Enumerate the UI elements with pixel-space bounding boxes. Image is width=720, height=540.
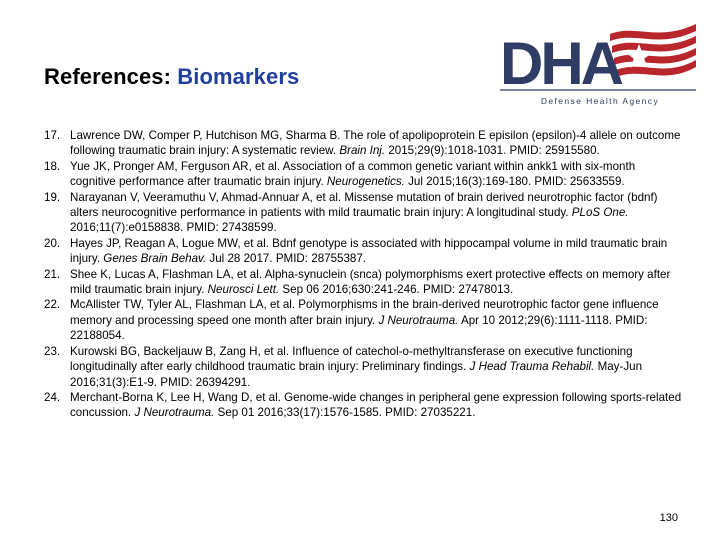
reference-number: 17. (44, 129, 61, 142)
reference-number: 22. (44, 298, 61, 312)
reference-text: Merchant-Borna K, Lee H, Wang D, et al. Genome-wide changes in peripheral gene expression following sports-related concussion. J Neurotrauma. Sep 01 2016;33(17):1576-1585. PMID: 27035221. (70, 390, 682, 420)
journal-title: Neurogenetics. (326, 175, 405, 189)
title-highlight: Biomarkers (177, 64, 300, 89)
journal-title: Neurosci Lett. (207, 283, 280, 297)
reference-text: Shee K, Lucas A, Flashman LA, et al. Alpha-synuclein (snca) polymorphisms exert protective effects on memory after mild traumatic brain injury. Neurosci Lett. Sep 06 2016;630:241-246. PMID: 27478013. (70, 267, 671, 297)
reference-item (44, 236, 684, 267)
journal-title: J Neurotrauma. (378, 313, 459, 327)
dha-logo (498, 20, 698, 112)
journal-title: PLoS One. (571, 206, 629, 220)
reference-number: 23. (44, 344, 61, 358)
reference-text: Narayanan V, Veeramuthu V, Ahmad-Annuar A, et al. Missense mutation of brain derived neurotrophic factor (bdnf) alters neurocognitive performance in patients with mild traumatic brain injury: A longitudinal study. PLoS One. 2016;11(7):e0158838. PMID: 27438599. (70, 190, 658, 235)
journal-title: Brain Inj. (339, 144, 386, 158)
reference-text: Yue JK, Pronger AM, Ferguson AR, et al. Association of a common genetic variant within ankk1 with six-month cognitive performance after traumatic brain injury. Neurogenetics. Jul 2015;16(3):169-180. PMID: 25633559. (70, 159, 636, 189)
reference-number: 21. (44, 267, 61, 281)
reference-text: Hayes JP, Reagan A, Logue MW, et al. Bdnf genotype is associated with hippocampal volume in mild traumatic brain injury. Genes Brain Behav. Jul 28 2017. PMID: 28755387. (70, 236, 668, 266)
reference-number: 20. (44, 236, 61, 250)
reference-text: Kurowski BG, Backeljauw B, Zang H, et al. Influence of catechol-o-methyltransferase on executive functioning longitudinally after early childhood traumatic brain injury: Preliminary findings. J Head Trauma Rehabil. May-Jun 2016;31(3):E1-9. PMID: 26394291. (70, 344, 643, 389)
journal-title: Genes Brain Behav. (103, 252, 207, 266)
reference-number: 19. (44, 190, 61, 204)
reference-text: McAllister TW, Tyler AL, Flashman LA, et al. Polymorphisms in the brain-derived neurotrophic factor gene influence memory and processing speed one month after brain injury. J Neurotrauma. Apr 10 2012;29(6):1111-1118. PMID: 22188054. (70, 298, 659, 343)
reference-item (44, 267, 684, 298)
reference-number: 24. (44, 390, 61, 404)
journal-title: J Head Trauma Rehabil. (469, 360, 595, 374)
logo-letters: DHA (500, 30, 621, 97)
reference-item (44, 159, 684, 190)
reference-number: 18. (44, 159, 61, 173)
page-title (44, 64, 299, 90)
reference-item (44, 390, 684, 421)
reference-item (44, 128, 684, 159)
logo-tagline: Defense Health Agency (540, 96, 660, 106)
reference-list (44, 128, 684, 421)
reference-item (44, 297, 684, 343)
title-prefix: References: (44, 64, 178, 89)
reference-item (44, 344, 684, 390)
page-number: 130 (659, 512, 678, 524)
reference-item (44, 190, 684, 236)
flag-stripes (610, 24, 696, 77)
reference-text: Lawrence DW, Comper P, Hutchison MG, Sharma B. The role of apolipoprotein E episilon (epsilon)-4 allele on outcome following traumatic brain injury: A systematic review. Brain Inj. 2015;29(9):1018-1031. PMID: 25915580. (70, 129, 681, 158)
journal-title: J Neurotrauma. (134, 406, 215, 420)
